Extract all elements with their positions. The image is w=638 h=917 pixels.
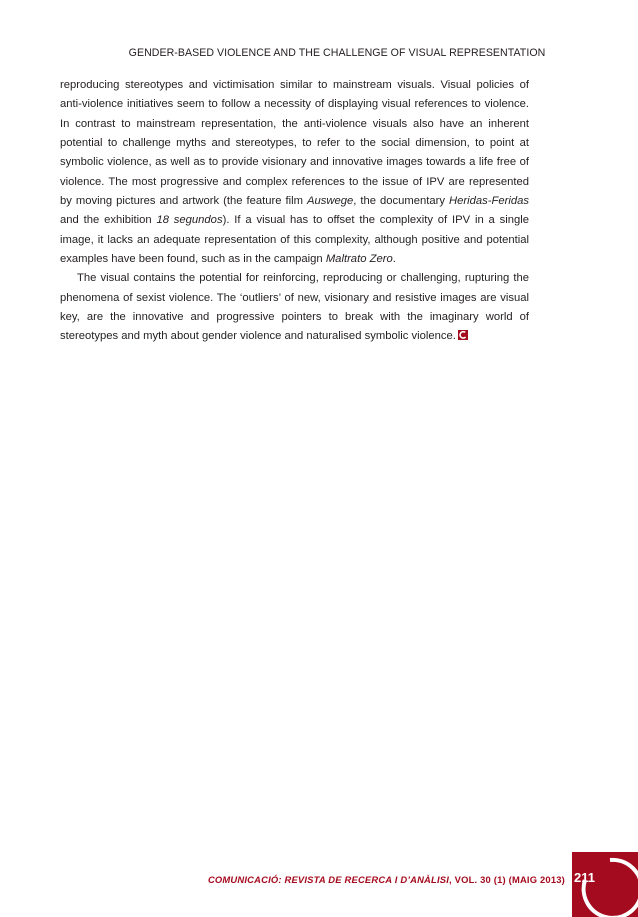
paragraph-2 [60,269,529,346]
paragraph-1-part-5: . [392,253,396,266]
journal-name: COMUNICACIÓ: REVISTA DE RECERCA I D’ANÀLISI [207,874,450,885]
paragraph-1-part-4: ). If a visual has to offset the complexity of IPV in a single image, it lacks an adequate representation of this complexity, although positive and potential examples have been found, such as in the campaign [60,214,530,266]
end-mark-icon [458,330,468,340]
paragraph-1-part-1: reproducing stereotypes and victimisation similar to mainstream visuals. Visual policies of anti-violence initiatives seem to follow a necessity of displaying visual references to violence. In contrast to mainstream representation, the anti-violence visuals also have an inherent potential to challenge myths and stereotypes, to refer to the social dimension, to point at symbolic violence, as well as to provide visionary and innovative images towards a life free of violence. The most progressive and complex references to the issue of IPV are represented by moving pictures and artwork (the feature film [60,79,529,208]
paragraph-1-part-2: , the documentary [353,195,449,208]
film-title: Auswege [306,195,354,208]
page-badge [572,852,638,917]
journal-issue: , VOL. 30 (1) (MAIG 2013) [449,874,565,885]
paragraph-1-part-3: and the exhibition [60,214,157,227]
paragraph-1 [60,76,529,269]
exhibition-title: 18 segundos [156,214,223,227]
running-head [0,47,638,59]
paragraph-2-text: The visual contains the potential for reinforcing, reproducing or challenging, rupturing the phenomena of sexist violence. The ‘outliers’ of new, visionary and resistive images are visual key, are the innovative and progressive pointers to break with the imaginary world of stereotypes and myth about gender violence and naturalised symbolic violence. [60,272,529,343]
running-head-text: GENDER-BASED VIOLENCE AND THE CHALLENGE OF VISUAL REPRESENTATION [128,47,546,59]
page-number: 211 [574,870,595,885]
journal-footer [208,874,565,885]
article-body [60,76,529,347]
documentary-title: Heridas-Feridas [448,195,529,208]
campaign-title: Maltrato Zero [325,253,393,266]
